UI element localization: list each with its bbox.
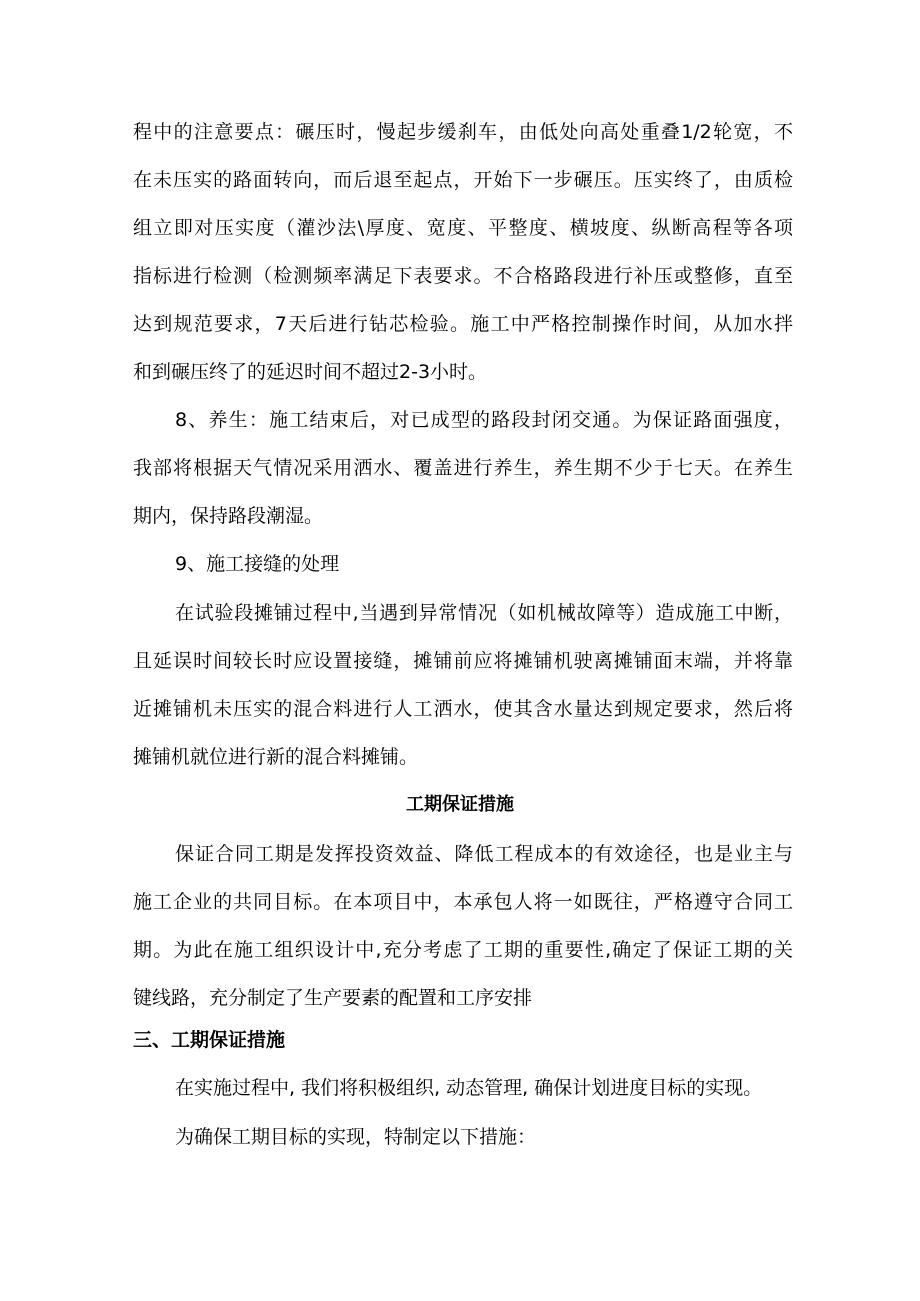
paragraph-line: 摊铺机就位进行新的混合料摊铺。 <box>133 746 419 768</box>
paragraph-line: 8、养生：施工结束后，对已成型的路段封闭交通。为保证路面强度， <box>175 409 793 431</box>
paragraph-line: 9、施工接缝的处理 <box>175 553 340 575</box>
paragraph-line: 在实施过程中, 我们将积极组织, 动态管理, 确保计划进度目标的实现。 <box>175 1077 763 1099</box>
section-heading: 工期保证措施 <box>406 794 514 815</box>
paragraph-line: 期内，保持路段潮湿。 <box>133 505 324 527</box>
paragraph-line: 和到碾压终了的延迟时间不超过2-3小时。 <box>133 361 488 383</box>
paragraph-line: 在未压实的路面转向，而后退至起点，开始下一步碾压。压实终了，由质检 <box>133 169 793 191</box>
paragraph-line: 期。为此在施工组织设计中,充分考虑了工期的重要性,确定了保证工期的关 <box>133 939 793 961</box>
paragraph-line: 为确保工期目标的实现，特制定以下措施： <box>175 1126 537 1148</box>
paragraph-line: 程中的注意要点：碾压时，慢起步缓刹车，由低处向高处重叠1/2轮宽，不 <box>133 121 793 143</box>
paragraph-line: 在试验段摊铺过程中,当遇到异常情况（如机械故障等）造成施工中断， <box>175 602 793 624</box>
chapter-heading: 三、工期保证措施 <box>133 1029 286 1051</box>
paragraph-line: 达到规范要求，7天后进行钻芯检验。施工中严格控制操作时间，从加水拌 <box>133 313 793 335</box>
paragraph-line: 键线路，充分制定了生产要素的配置和工序安排 <box>133 987 533 1009</box>
paragraph-line: 近摊铺机未压实的混合料进行人工洒水，使其含水量达到规定要求，然后将 <box>133 698 793 720</box>
paragraph-line: 我部将根据天气情况采用洒水、覆盖进行养生，养生期不少于七天。在养生 <box>133 457 793 479</box>
paragraph-line: 施工企业的共同目标。在本项目中，本承包人将一如既往，严格遵守合同工 <box>133 891 793 913</box>
paragraph-line: 指标进行检测（检测频率满足下表要求。不合格路段进行补压或整修，直至 <box>133 265 793 287</box>
paragraph-line: 且延误时间较长时应设置接缝，摊铺前应将摊铺机驶离摊铺面末端，并将靠 <box>133 650 793 672</box>
paragraph-line: 保证合同工期是发挥投资效益、降低工程成本的有效途径，也是业主与 <box>175 843 793 865</box>
paragraph-line: 组立即对压实度（灌沙法\厚度、宽度、平整度、横坡度、纵断高程等各项 <box>133 217 793 239</box>
